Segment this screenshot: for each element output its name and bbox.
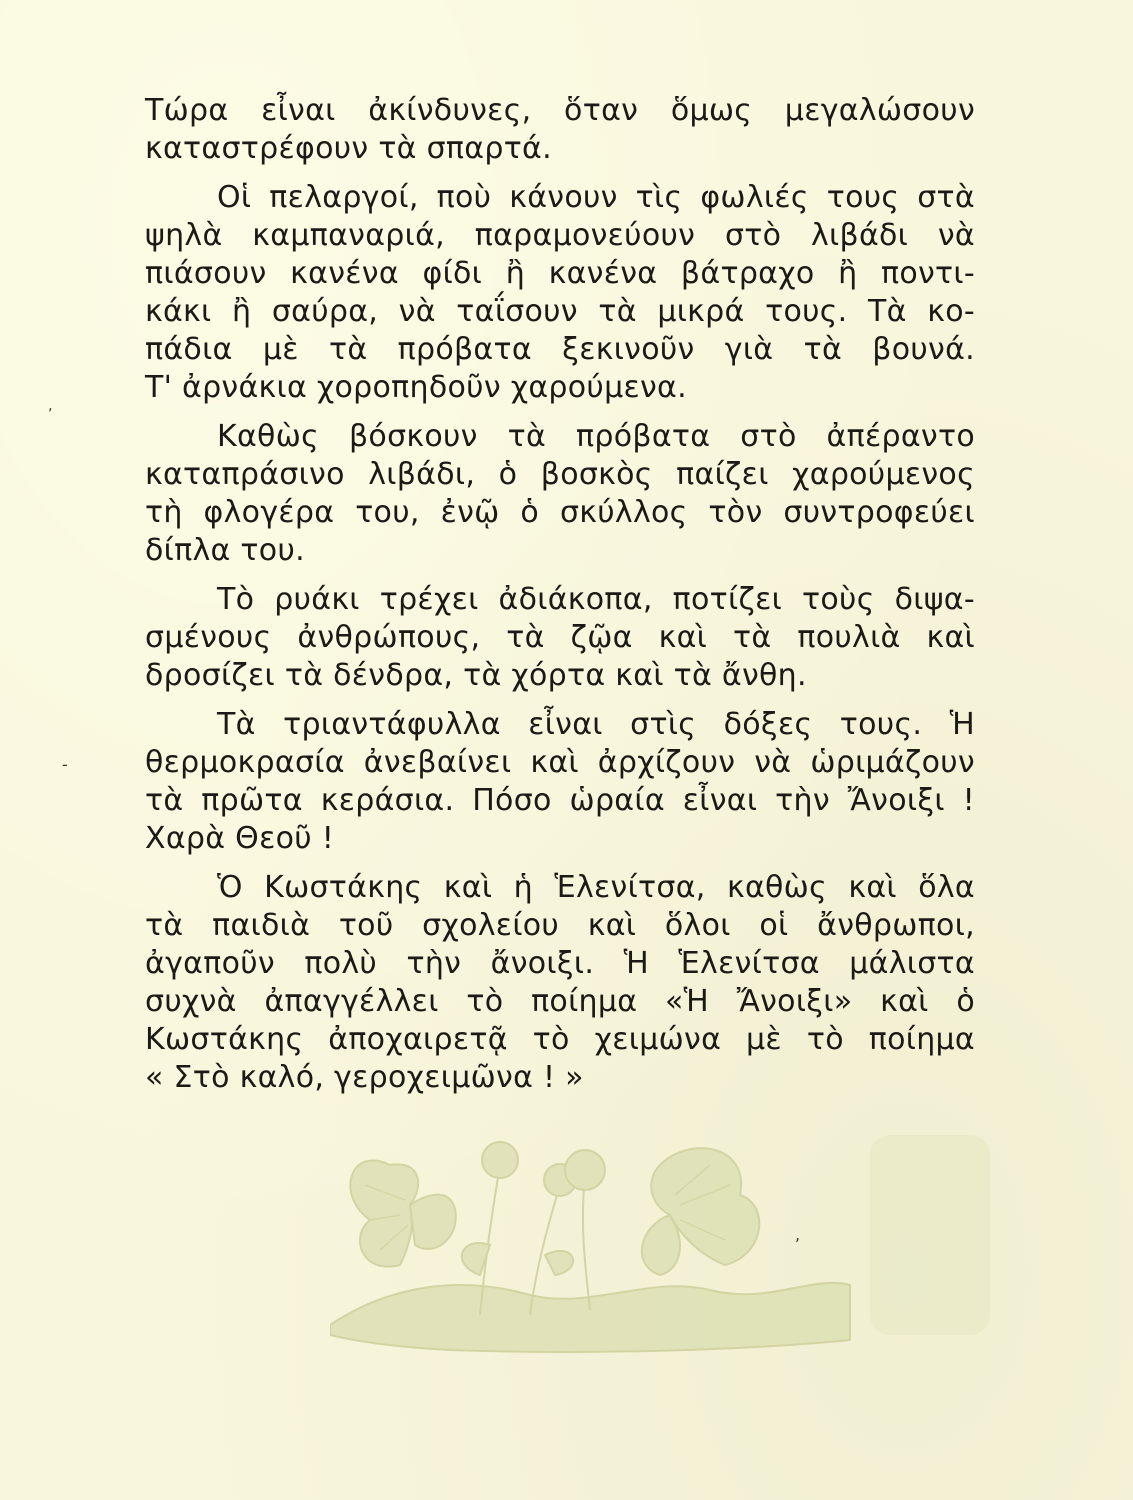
text-line: τὴ φλογέρα του, ἐνῷ ὁ σκύλλος τὸν συντροφεύει xyxy=(145,495,975,530)
paragraph xyxy=(145,869,975,1097)
text-line: ψηλὰ καμπαναριά, παραμονεύουν στὸ λιβάδι νὰ xyxy=(145,218,975,253)
butterfly-left xyxy=(350,1160,418,1266)
paragraph xyxy=(145,418,975,570)
text-line: καταπράσινο λιβάδι, ὁ βοσκὸς παίζει χαρούμενος xyxy=(145,457,975,492)
text-line: πάδια μὲ τὰ πρόβατα ξεκινοῦν γιὰ τὰ βουνά. xyxy=(145,332,975,367)
paragraph xyxy=(145,92,975,168)
text-line: Οἱ πελαργοί, ποὺ κάνουν τὶς φωλιές τους στὰ xyxy=(217,180,975,215)
paragraph xyxy=(145,581,975,695)
text-line: πιάσουν κανένα φίδι ἢ κανένα βάτραχο ἢ ποντι- xyxy=(145,256,975,291)
text-line: θερμοκρασία ἀνεβαίνει καὶ ἀρχίζουν νὰ ὡριμάζουν xyxy=(145,745,975,780)
text-line: Τώρα εἶναι ἀκίνδυνες, ὅταν ὅμως μεγαλώσουν xyxy=(145,93,975,128)
text-line: Χαρὰ Θεοῦ ! xyxy=(145,821,335,856)
text-line: Καθὼς βόσκουν τὰ πρόβατα στὸ ἀπέραντο xyxy=(217,419,975,454)
speck-mark: ‚ xyxy=(48,398,53,414)
text-line: Ὁ Κωστάκης καὶ ἡ Ἑλενίτσα, καθὼς καὶ ὅλα xyxy=(217,870,975,905)
text-line: καταστρέφουν τὰ σπαρτά. xyxy=(145,131,552,166)
text-line: κάκι ἢ σαύρα, νὰ ταΐσουν τὰ μικρά τους. Τὰ κο- xyxy=(145,294,975,329)
text-line: δίπλα του. xyxy=(145,533,305,568)
grass-mound xyxy=(330,1283,850,1352)
text-line: σμένους ἀνθρώπους, τὰ ζῷα καὶ τὰ πουλιὰ καὶ xyxy=(145,620,975,655)
speck-mark: - xyxy=(62,755,68,774)
text-line: Κωστάκης ἀποχαιρετᾷ τὸ χειμώνα μὲ τὸ ποίημα xyxy=(145,1022,975,1057)
flower xyxy=(482,1142,518,1178)
butterfly-flower-illustration xyxy=(330,1125,990,1365)
text-line: συχνὰ ἀπαγγέλλει τὸ ποίημα «Ἡ Ἄνοιξι» καὶ ὁ xyxy=(145,984,975,1019)
text-line: τὰ παιδιὰ τοῦ σχολείου καὶ ὅλοι οἱ ἄνθρωποι, xyxy=(145,908,975,943)
body-text xyxy=(145,92,975,1097)
text-line: ἀγαποῦν πολὺ τὴν ἄνοιξι. Ἡ Ἑλενίτσα μάλιστα xyxy=(145,946,975,981)
speck-mark: , xyxy=(795,1225,801,1244)
text-line: τὰ πρῶτα κεράσια. Πόσο ὡραία εἶναι τὴν Ἄνοιξι ! xyxy=(145,783,975,818)
paragraph xyxy=(145,706,975,858)
text-line: Τ' ἀρνάκια χοροπηδοῦν χαρούμενα. xyxy=(145,370,687,405)
paragraph xyxy=(145,179,975,407)
text-line: Τὰ τριαντάφυλλα εἶναι στὶς δόξες τους. Ἡ xyxy=(217,707,975,742)
text-line: Τὸ ρυάκι τρέχει ἀδιάκοπα, ποτίζει τοὺς διψα- xyxy=(217,582,975,617)
text-line: « Στὸ καλό, γεροχειμῶνα ! » xyxy=(145,1060,584,1095)
text-line: δροσίζει τὰ δένδρα, τὰ χόρτα καὶ τὰ ἄνθη. xyxy=(145,658,807,693)
